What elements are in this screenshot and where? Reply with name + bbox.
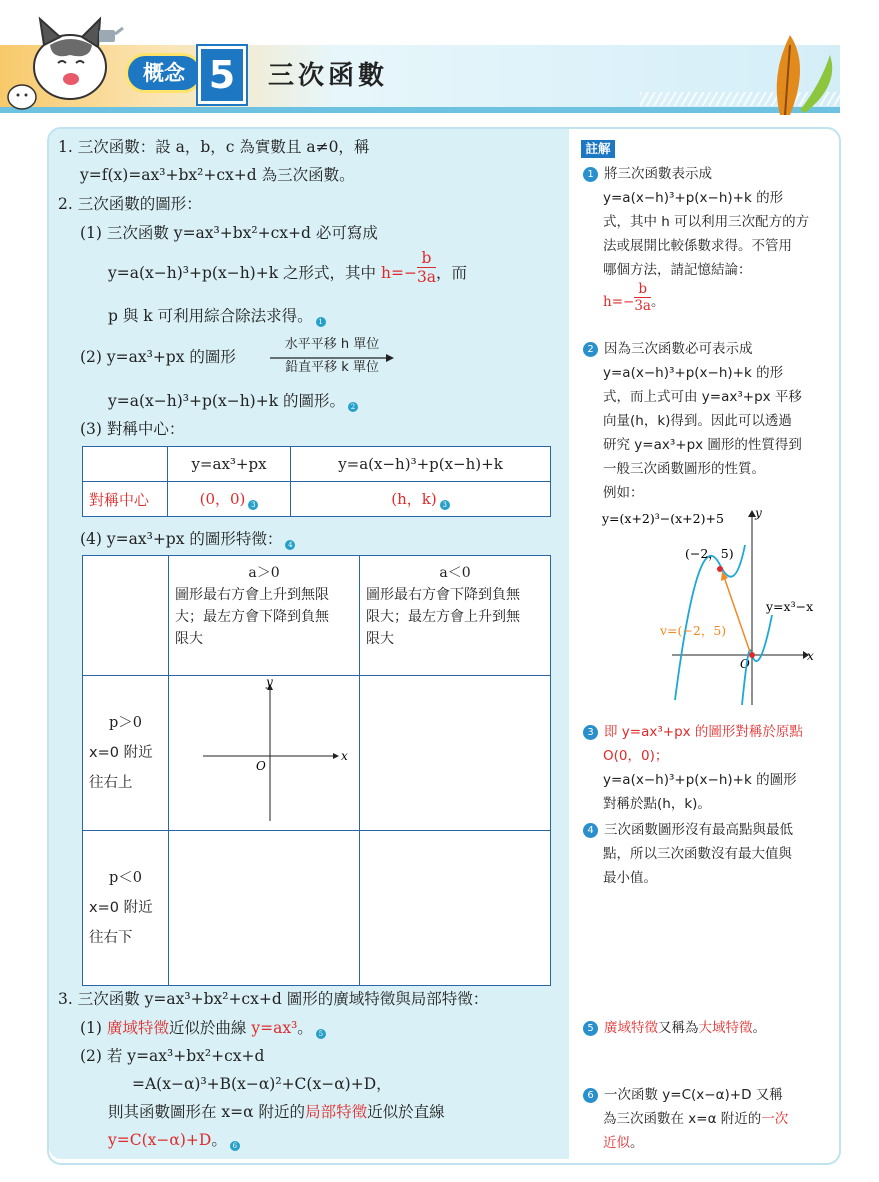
symmetry-value-2-cell bbox=[291, 482, 551, 517]
origin-label: O bbox=[256, 759, 266, 773]
note-3-line1: 即 y=ax³+px 的圖形對稱於原點 bbox=[604, 724, 803, 740]
symmetry-header-1: y=ax³+px bbox=[168, 447, 291, 482]
note-4-number: 4 bbox=[583, 823, 598, 838]
s3-q2-line1: (2) 若 y=ax³+bx²+cx+d bbox=[80, 1047, 265, 1065]
s2-p2 bbox=[80, 346, 236, 368]
graph-features-table bbox=[82, 555, 551, 986]
note-1-line3: 式，其中 h 可以利用三次配方的方 bbox=[603, 214, 810, 230]
s2-p1-line2 bbox=[108, 248, 468, 286]
note-2-line6: 一般三次函數圖形的性質。 bbox=[603, 461, 765, 477]
note-3 bbox=[583, 720, 803, 816]
note-1-frac-den: 3a bbox=[634, 298, 651, 314]
example-axis-x: x bbox=[807, 649, 814, 663]
note-marker-3b: 3 bbox=[440, 500, 450, 510]
col-a-negative-desc-3: 限大 bbox=[366, 631, 394, 647]
note-2-line2: y=a(x−h)³+p(x−h)+k 的形 bbox=[603, 365, 784, 381]
shift-arrow-bottom: 鉛直平移 k 單位 bbox=[285, 360, 379, 375]
note-5-mid: 又稱為 bbox=[658, 1020, 699, 1036]
s3-q2-local: 局部特徵 bbox=[305, 1103, 368, 1121]
col-a-positive bbox=[169, 556, 360, 676]
concept-number: 5 bbox=[198, 46, 246, 104]
graph-a-neg-p-neg bbox=[366, 831, 544, 981]
note-marker-5: 5 bbox=[316, 1029, 326, 1039]
example-equation: y=(x+2)³−(x+2)+5 bbox=[602, 511, 724, 526]
notes-heading: 註解 bbox=[581, 140, 615, 158]
note-1-line1: 將三次函數表示成 bbox=[604, 166, 712, 182]
s3-heading: 3. 三次函數 y=ax³+bx²+cx+d 圖形的廣域特徵與局部特徵： bbox=[58, 990, 489, 1008]
s2-p1-line3-text: p 與 k 可利用綜合除法求得。 bbox=[108, 307, 313, 325]
s2-p1-tail: ，而 bbox=[436, 264, 468, 282]
symmetry-table bbox=[82, 446, 551, 517]
note-1-h: h=− bbox=[603, 294, 635, 310]
example-base-curve bbox=[742, 615, 772, 705]
s3-q2-line2: =A(x−α)³+B(x−α)²+C(x−α)+D， bbox=[132, 1075, 392, 1093]
s3-q1-end: 。 bbox=[297, 1019, 313, 1037]
s2-p1-line1: (1) 三次函數 y=ax³+bx²+cx+d 必可寫成 bbox=[80, 224, 378, 242]
note-marker-3a: 3 bbox=[248, 500, 258, 510]
s3-q2-line: y=C(x−α)+D bbox=[108, 1131, 212, 1149]
note-6-red-1: 一次 bbox=[761, 1111, 789, 1127]
example-point-marker bbox=[717, 566, 723, 572]
s3-q1-red: 廣域特徵 bbox=[106, 1019, 169, 1037]
row-p-negative bbox=[83, 831, 169, 986]
note-6-line2: 為三次函數在 x=α 附近的 bbox=[603, 1111, 762, 1127]
graph-cell-a-pos-p-pos bbox=[169, 676, 360, 831]
example-point-label: (−2，5) bbox=[685, 546, 734, 561]
s2-p1-frac-den: 3a bbox=[416, 267, 437, 286]
s3-q1-mid: 近似於曲線 bbox=[168, 1019, 252, 1037]
note-2-line7: 例如： bbox=[603, 485, 644, 501]
note-6-line1: 一次函數 y=C(x−α)+D 又稱 bbox=[604, 1087, 783, 1103]
axis-x-label: x bbox=[341, 749, 348, 763]
x-axis-arrow-icon bbox=[333, 753, 339, 759]
col-a-positive-desc-3: 限大 bbox=[175, 631, 203, 647]
note-1-formula bbox=[583, 281, 809, 314]
chapter-header bbox=[0, 0, 879, 120]
axis-y-label: y bbox=[266, 676, 273, 689]
symmetry-header-2: y=a(x−h)³+p(x−h)+k bbox=[291, 447, 551, 482]
note-3-number: 3 bbox=[583, 725, 598, 740]
s2-p1-eq: y=a(x−h)³+p(x−h)+k 之形式，其中 bbox=[108, 264, 377, 282]
shift-arrow-top: 水平平移 h 單位 bbox=[284, 337, 380, 352]
note-6-end: 。 bbox=[630, 1135, 644, 1151]
col-a-positive-desc-2: 大；最左方會下降到負無 bbox=[175, 609, 329, 625]
col-a-positive-title: a＞0 bbox=[248, 565, 280, 581]
s3-q2-line3-a: 則其函數圖形在 x=α 附近的 bbox=[108, 1103, 306, 1121]
s3-q1-pre: (1) bbox=[80, 1019, 107, 1037]
example-axis-y: y bbox=[755, 506, 762, 520]
col-a-negative bbox=[360, 556, 551, 676]
features-table-corner bbox=[83, 556, 169, 676]
symmetry-value-2: (h，k) bbox=[391, 490, 437, 508]
s2-p2-text: (2) y=ax³+px 的圖形 bbox=[80, 348, 236, 366]
graph-cell-a-neg-p-pos bbox=[360, 676, 551, 831]
s3-q2-line4 bbox=[108, 1129, 240, 1151]
s2-p3: (3) 對稱中心： bbox=[80, 420, 185, 438]
note-marker-4: 4 bbox=[285, 540, 295, 550]
symmetry-value-1: (0，0) bbox=[199, 490, 246, 508]
s3-q1 bbox=[80, 1017, 326, 1039]
note-2-number: 2 bbox=[583, 342, 598, 357]
row-p-negative-line3: 往右下 bbox=[89, 930, 133, 946]
s2-p1-line3 bbox=[108, 305, 326, 327]
note-6 bbox=[583, 1083, 788, 1155]
col-a-negative-desc-2: 限大；最左方會上升到無 bbox=[366, 609, 520, 625]
note-5-end: 。 bbox=[752, 1020, 766, 1036]
note-1-line4: 法或展開比較係數求得。不管用 bbox=[603, 238, 792, 254]
graph-a-pos-p-pos bbox=[175, 676, 353, 826]
note-2-line4: 向量(h，k)得到。因此可以透過 bbox=[603, 413, 792, 429]
note-1-frac-num: b bbox=[634, 281, 651, 298]
note-5-alt-term: 大域特徵 bbox=[698, 1020, 753, 1036]
note-1-line5: 哪個方法，請記憶結論： bbox=[603, 262, 752, 278]
s3-q1-curve: y=ax³ bbox=[251, 1019, 298, 1037]
s1-line1: 1. 三次函數：設 a，b，c 為實數且 a≠0，稱 bbox=[58, 138, 370, 156]
graph-a-neg-p-pos bbox=[366, 676, 544, 826]
row-p-positive-title: p＞0 bbox=[108, 715, 142, 731]
s2-p4-text: (4) y=ax³+px 的圖形特徵： bbox=[80, 530, 283, 548]
example-vector-label: v=(−2，5) bbox=[660, 623, 727, 638]
translation-vector-arrow bbox=[723, 574, 750, 652]
note-5 bbox=[583, 1016, 766, 1040]
col-a-positive-desc-1: 圖形最右方會上升到無限 bbox=[175, 587, 329, 603]
graph-a-pos-p-neg bbox=[175, 831, 353, 981]
row-p-positive bbox=[83, 676, 169, 831]
row-p-positive-line2: x=0 附近 bbox=[89, 745, 153, 761]
note-4-line1: 三次函數圖形沒有最高點與最低 bbox=[604, 822, 793, 838]
note-marker-2: 2 bbox=[348, 402, 358, 412]
s2-p2-line2 bbox=[108, 390, 358, 412]
note-4-line3: 最小值。 bbox=[603, 870, 657, 886]
note-2-line1: 因為三次函數必可表示成 bbox=[604, 341, 753, 357]
s3-q2-line3 bbox=[108, 1101, 445, 1123]
translation-example-graph bbox=[600, 505, 830, 715]
s3-q2-line3-b: 近似於直線 bbox=[367, 1103, 445, 1121]
symmetry-value-1-cell bbox=[168, 482, 291, 517]
note-1-line2: y=a(x−h)³+p(x−h)+k 的形 bbox=[603, 190, 784, 206]
example-origin: O bbox=[740, 657, 750, 671]
example-base-label: y=x³−x bbox=[766, 599, 814, 614]
note-1-end: 。 bbox=[650, 294, 665, 310]
note-2 bbox=[583, 337, 802, 505]
s2-p4 bbox=[80, 528, 295, 550]
note-5-number: 5 bbox=[583, 1021, 598, 1036]
note-3-line2: O(0，0)； bbox=[603, 748, 669, 764]
note-marker-6: 6 bbox=[230, 1141, 240, 1151]
example-origin-marker bbox=[749, 652, 755, 658]
row-p-negative-title: p＜0 bbox=[108, 870, 142, 886]
symmetry-row-label: 對稱中心 bbox=[83, 482, 168, 517]
watering-can-icon bbox=[95, 20, 125, 50]
s3-q2-end: 。 bbox=[211, 1131, 227, 1149]
graph-cell-a-pos-p-neg bbox=[169, 831, 360, 986]
row-p-positive-line3: 往右上 bbox=[89, 775, 133, 791]
page-title: 三次函數 bbox=[268, 61, 389, 91]
s1-line2: y=f(x)=ax³+bx²+cx+d 為三次函數。 bbox=[80, 166, 355, 184]
note-4-line2: 點，所以三次函數沒有最大值與 bbox=[603, 846, 792, 862]
note-4 bbox=[583, 818, 793, 890]
s2-p1-h: h=− bbox=[380, 264, 417, 282]
note-2-line3: 式，而上式可由 y=ax³+px 平移 bbox=[603, 389, 802, 405]
graph-cell-a-neg-p-neg bbox=[360, 831, 551, 986]
row-p-negative-line2: x=0 附近 bbox=[89, 900, 153, 916]
concept-badge: 概念 bbox=[128, 56, 200, 90]
col-a-negative-title: a＜0 bbox=[439, 565, 471, 581]
note-3-line4: 對稱於點(h，k)。 bbox=[603, 796, 711, 812]
symmetry-table-corner bbox=[83, 447, 168, 482]
note-5-term: 廣域特徵 bbox=[604, 1020, 658, 1036]
leaf-decoration-icon bbox=[760, 25, 840, 120]
s2-heading: 2. 三次函數的圖形： bbox=[58, 195, 202, 213]
note-6-red-2: 近似 bbox=[603, 1135, 630, 1151]
note-2-line5: 研究 y=ax³+px 圖形的性質得到 bbox=[603, 437, 802, 453]
note-3-line3: y=a(x−h)³+p(x−h)+k 的圖形 bbox=[603, 772, 797, 788]
note-1-number: 1 bbox=[583, 167, 598, 182]
note-marker-1: 1 bbox=[316, 317, 326, 327]
s2-p1-frac-num: b bbox=[417, 249, 436, 268]
note-1 bbox=[583, 162, 809, 314]
col-a-negative-desc-1: 圖形最右方會下降到負無 bbox=[366, 587, 520, 603]
note-6-number: 6 bbox=[583, 1088, 598, 1103]
s2-p2-line2-text: y=a(x−h)³+p(x−h)+k 的圖形。 bbox=[108, 392, 346, 410]
